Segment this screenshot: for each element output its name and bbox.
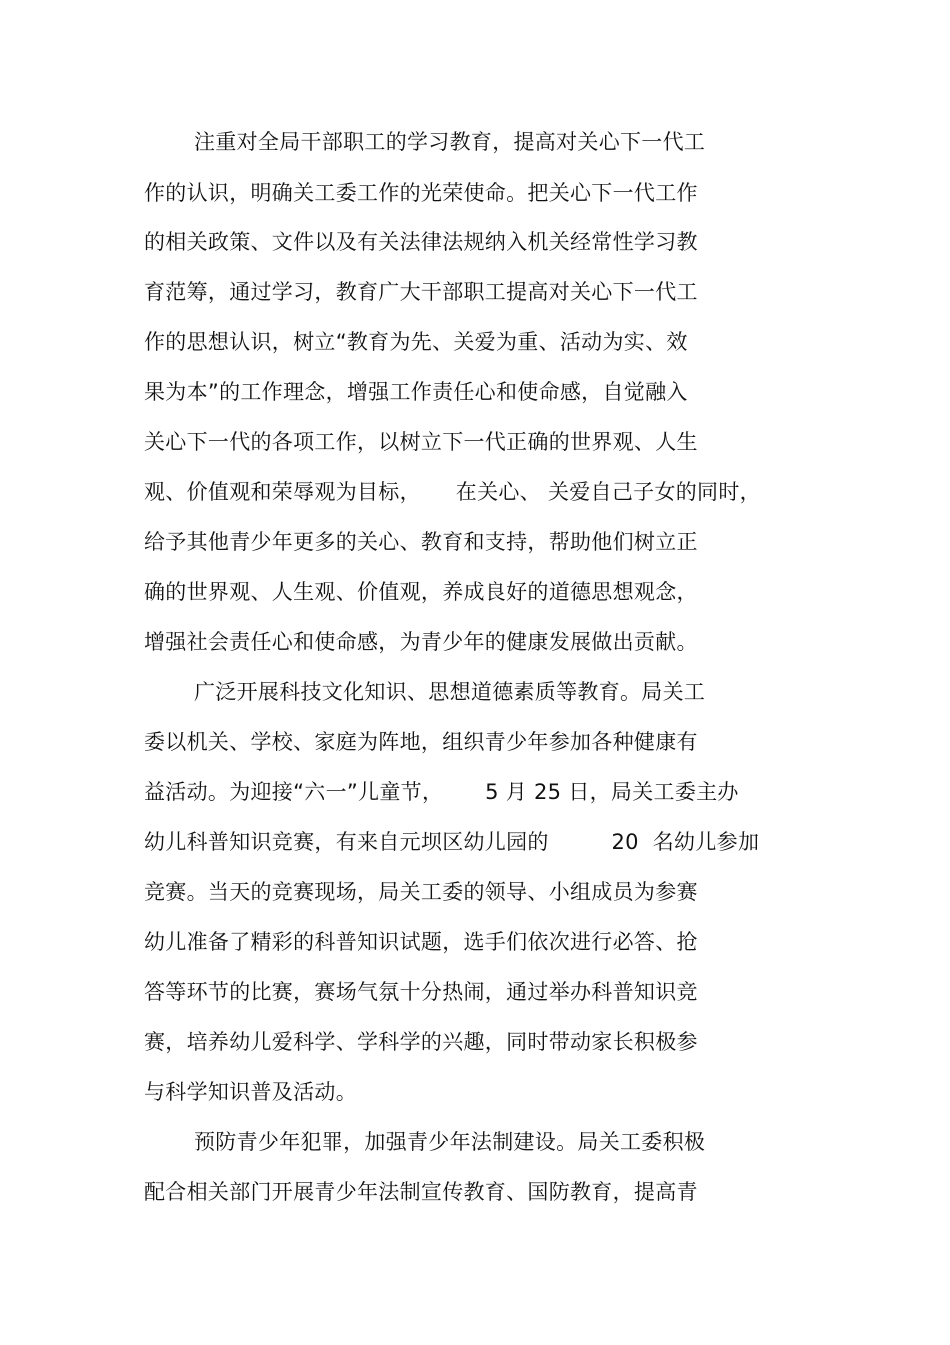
paragraph-1-line-11: 增强社会责任心和使命感，为青少年的健康发展做出贡献。 (144, 630, 698, 654)
paragraph-2-line-2: 委以机关、学校、家庭为阵地，组织青少年参加各种健康有 (144, 730, 698, 754)
paragraph-1-line-9: 给予其他青少年更多的关心、教育和支持，帮助他们树立正 (144, 530, 698, 554)
paragraph-1-line-2: 作的认识，明确关工委工作的光荣使命。把关心下一代工作 (144, 181, 698, 205)
paragraph-1-line-8: 观、价值观和荣辱观为目标， 在关心、 关爱自己子女的同时， (144, 480, 761, 504)
paragraph-2-line-4: 幼儿科普知识竞赛，有来自元坝区幼儿园的 20 名幼儿参加 (144, 830, 760, 854)
paragraph-3-line-2: 配合相关部门开展青少年法制宣传教育、国防教育，提高青 (144, 1180, 698, 1204)
paragraph-2-line-7: 答等环节的比赛，赛场气氛十分热闹，通过举办科普知识竞 (144, 980, 698, 1004)
paragraph-1-line-7: 关心下一代的各项工作，以树立下一代正确的世界观、人生 (144, 430, 698, 454)
paragraph-2-line-8: 赛，培养幼儿爱科学、学科学的兴趣，同时带动家长积极参 (144, 1030, 698, 1054)
paragraph-2-line-3: 益活动。为迎接“六一”儿童节， 5 月 25 日，局关工委主办 (144, 780, 739, 804)
paragraph-2-line-9: 与科学知识普及活动。 (144, 1080, 357, 1104)
paragraph-1-line-5: 作的思想认识，树立“教育为先、关爱为重、活动为实、效 (144, 330, 688, 354)
paragraph-3-line-1: 预防青少年犯罪，加强青少年法制建设。局关工委积极 (194, 1130, 706, 1154)
paragraph-1-line-4: 育范筹，通过学习，教育广大干部职工提高对关心下一代工 (144, 280, 698, 304)
paragraph-1-line-1: 注重对全局干部职工的学习教育，提高对关心下一代工 (194, 130, 706, 154)
paragraph-1-line-3: 的相关政策、文件以及有关法律法规纳入机关经常性学习教 (144, 230, 698, 254)
paragraph-2-line-1: 广泛开展科技文化知识、思想道德素质等教育。局关工 (194, 680, 706, 704)
paragraph-2-line-5: 竞赛。当天的竞赛现场，局关工委的领导、小组成员为参赛 (144, 880, 698, 904)
paragraph-2-line-6: 幼儿准备了精彩的科普知识试题，选手们依次进行必答、抢 (144, 930, 698, 954)
paragraph-1-line-10: 确的世界观、人生观、价值观，养成良好的道德思想观念， (144, 580, 698, 604)
paragraph-1-line-6: 果为本”的工作理念，增强工作责任心和使命感，自觉融入 (144, 380, 688, 404)
